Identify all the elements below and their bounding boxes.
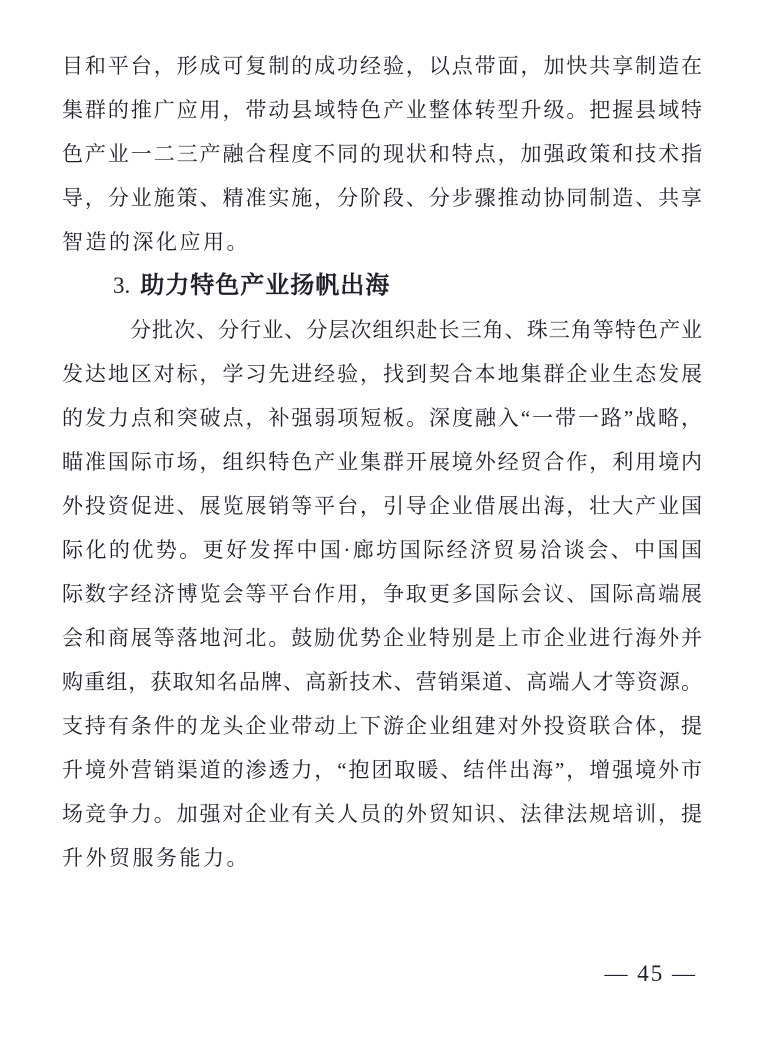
- paragraph1-line: 导，分业施策、精准实施，分阶段、分步骤推动协同制造、共享: [62, 186, 702, 210]
- paragraph1-line: 智造的深化应用。: [62, 230, 250, 254]
- paragraph1-line: 色产业一二三产融合程度不同的现状和特点，加强政策和技术指: [62, 142, 702, 166]
- paragraph2-line: 的发力点和突破点，补强弱项短板。深度融入“一带一路”战略，: [62, 406, 702, 430]
- paragraph1-line: 集群的推广应用，带动县域特色产业整体转型升级。把握县域特: [62, 98, 702, 122]
- document-body: [62, 44, 702, 880]
- paragraph2-line: 支持有条件的龙头企业带动上下游企业组建对外投资联合体，提: [62, 714, 702, 738]
- paragraph2-line: 场竞争力。加强对企业有关人员的外贸知识、法律法规培训，提: [62, 802, 702, 826]
- paragraph2-line: 升外贸服务能力。: [62, 846, 250, 870]
- page-number: — 45 —: [604, 961, 697, 986]
- paragraph2-line: 外投资促进、展览展销等平台，引导企业借展出海，壮大产业国: [62, 494, 702, 518]
- paragraph2-line: 发达地区对标，学习先进经验，找到契合本地集群企业生态发展: [62, 362, 702, 386]
- paragraph2-line: 瞄准国际市场，组织特色产业集群开展境外经贸合作，利用境内: [62, 450, 702, 474]
- paragraph2-line: 分批次、分行业、分层次组织赴长三角、珠三角等特色产业: [130, 318, 702, 342]
- section-heading-title: 助力特色产业扬帆出海: [140, 272, 391, 299]
- paragraph2-line: 际化的优势。更好发挥中国·廊坊国际经济贸易洽谈会、中国国: [62, 538, 702, 562]
- paragraph2-line: 际数字经济博览会等平台作用，争取更多国际会议、国际高端展: [62, 582, 702, 606]
- paragraph2-line: 升境外营销渠道的渗透力，“抱团取暖、结伴出海”，增强境外市: [62, 758, 702, 782]
- section-heading: [62, 264, 702, 308]
- paragraph2-line: 会和商展等落地河北。鼓励优势企业特别是上市企业进行海外并: [62, 626, 702, 650]
- paragraph1-line: 目和平台，形成可复制的成功经验，以点带面，加快共享制造在: [62, 54, 702, 78]
- paragraph2-line: 购重组，获取知名品牌、高新技术、营销渠道、高端人才等资源。: [62, 670, 702, 694]
- section-heading-number: 3.: [113, 273, 131, 298]
